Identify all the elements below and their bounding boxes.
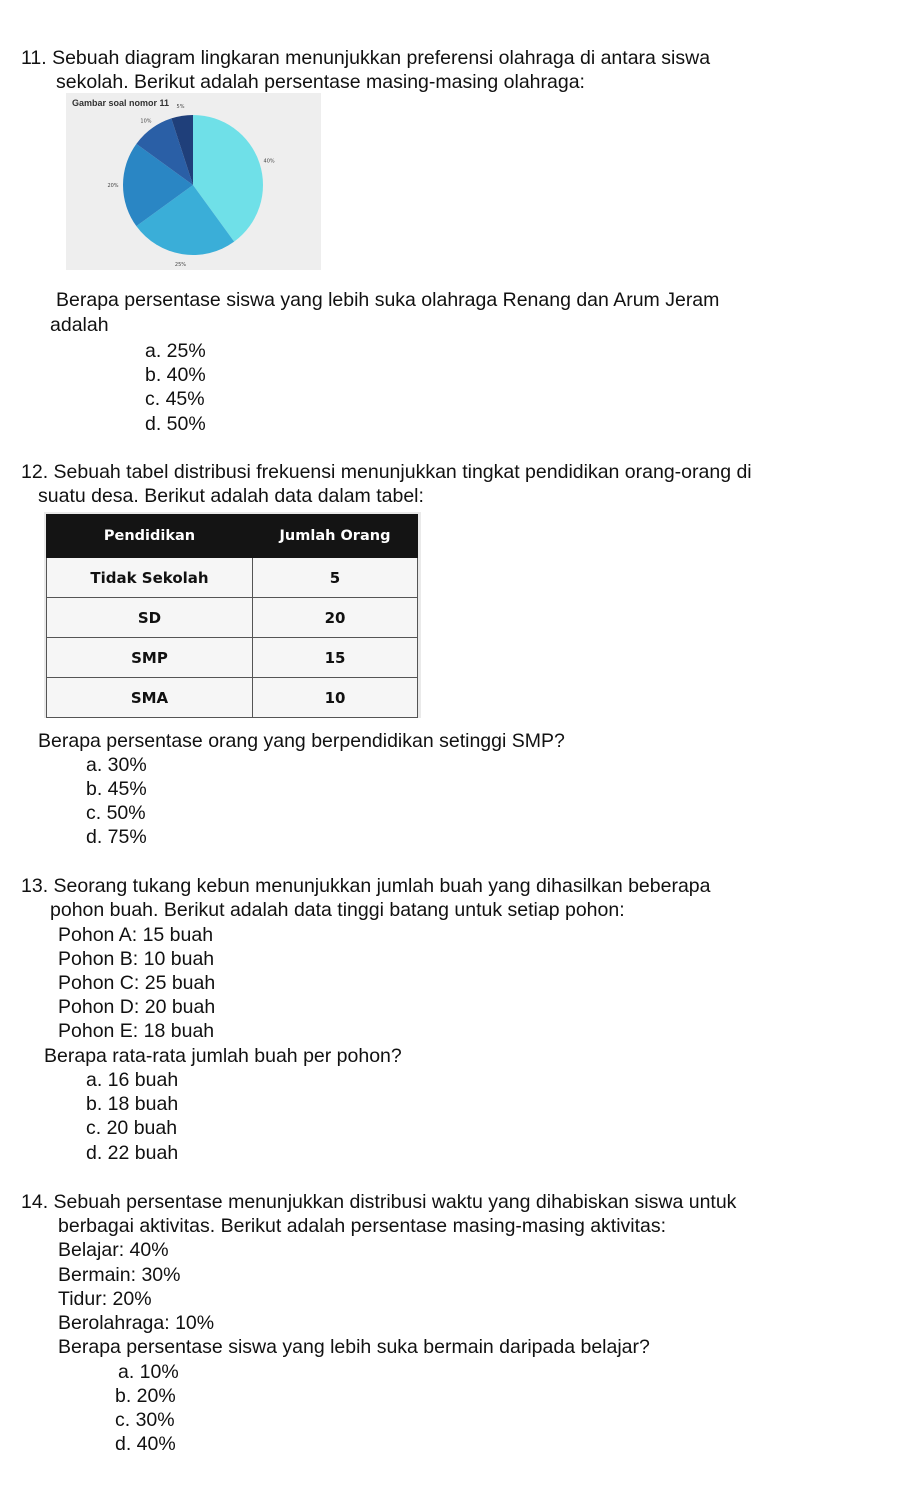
- q11-option-a[interactable]: a. 25%: [145, 340, 206, 362]
- table-cell: 5: [253, 558, 418, 598]
- q14-option-d[interactable]: d. 40%: [115, 1433, 176, 1455]
- q13-data-item: Pohon B: 10 buah: [58, 948, 215, 970]
- q11-option-b[interactable]: b. 40%: [145, 364, 206, 386]
- q12-option-a[interactable]: a. 30%: [86, 754, 147, 776]
- q14-option-b[interactable]: b. 20%: [115, 1385, 176, 1407]
- table-header: Jumlah Orang: [253, 515, 418, 558]
- q12-line-2: suatu desa. Berikut adalah data dalam tabel:: [38, 485, 424, 507]
- q13-option-c[interactable]: c. 20 buah: [86, 1117, 178, 1139]
- pie-chart: [66, 93, 321, 270]
- q11-question-line-2: adalah: [50, 314, 109, 336]
- table-header-row: [47, 515, 418, 558]
- q13-option-a[interactable]: a. 16 buah: [86, 1069, 179, 1091]
- table-cell: 10: [253, 678, 418, 718]
- pie-slice-label: 5%: [176, 103, 185, 110]
- pie-slice-label: 10%: [140, 118, 152, 125]
- q13-option-b[interactable]: b. 18 buah: [86, 1093, 179, 1115]
- q13-line-2: pohon buah. Berikut adalah data tinggi batang untuk setiap pohon:: [50, 899, 625, 921]
- pie-slice-label: 40%: [263, 158, 275, 165]
- education-table: [44, 512, 421, 718]
- q12-option-b[interactable]: b. 45%: [86, 778, 147, 800]
- q11-pie-figure: [66, 93, 321, 270]
- pie-slice-label: 20%: [107, 183, 119, 189]
- table-cell: SMA: [47, 678, 253, 718]
- table-row: [47, 678, 418, 718]
- table-cell: Tidak Sekolah: [47, 558, 253, 598]
- q13-data-item: Pohon A: 15 buah: [58, 924, 214, 946]
- q11-question-line-1: Berapa persentase siswa yang lebih suka olahraga Renang dan Arum Jeram: [56, 289, 720, 311]
- figure-caption: Gambar soal nomor 11: [72, 98, 170, 108]
- q11-option-c[interactable]: c. 45%: [145, 388, 205, 410]
- q12-line-1: 12. Sebuah tabel distribusi frekuensi menunjukkan tingkat pendidikan orang-orang di: [21, 461, 752, 483]
- q11-line-2: sekolah. Berikut adalah persentase masing-masing olahraga:: [56, 71, 585, 93]
- table-cell: SD: [47, 598, 253, 638]
- q14-line-1: 14. Sebuah persentase menunjukkan distribusi waktu yang dihabiskan siswa untuk: [21, 1191, 737, 1213]
- q14-line-2: berbagai aktivitas. Berikut adalah persentase masing-masing aktivitas:: [58, 1215, 667, 1237]
- q12-option-c[interactable]: c. 50%: [86, 802, 146, 824]
- q14-question: Berapa persentase siswa yang lebih suka bermain daripada belajar?: [58, 1336, 650, 1358]
- q13-line-1: 13. Seorang tukang kebun menunjukkan jumlah buah yang dihasilkan beberapa: [21, 875, 711, 897]
- q14-option-c[interactable]: c. 30%: [115, 1409, 175, 1431]
- table-header: Pendidikan: [47, 515, 253, 558]
- q13-option-d[interactable]: d. 22 buah: [86, 1142, 179, 1164]
- q14-data-item: Tidur: 20%: [58, 1288, 152, 1310]
- table-row: [47, 558, 418, 598]
- q13-data-item: Pohon C: 25 buah: [58, 972, 216, 994]
- q13-data-item: Pohon E: 18 buah: [58, 1020, 215, 1042]
- q14-data-item: Berolahraga: 10%: [58, 1312, 215, 1334]
- q14-data-item: Belajar: 40%: [58, 1239, 169, 1261]
- q12-question: Berapa persentase orang yang berpendidikan setinggi SMP?: [38, 730, 565, 752]
- table-cell: SMP: [47, 638, 253, 678]
- q12-option-d[interactable]: d. 75%: [86, 826, 147, 848]
- q14-data-item: Bermain: 30%: [58, 1264, 181, 1286]
- table-row: [47, 638, 418, 678]
- q11-option-d[interactable]: d. 50%: [145, 413, 206, 435]
- q13-data-item: Pohon D: 20 buah: [58, 996, 216, 1018]
- table-row: [47, 598, 418, 638]
- q14-option-a[interactable]: a. 10%: [118, 1361, 179, 1383]
- q11-line-1: 11. Sebuah diagram lingkaran menunjukkan preferensi olahraga di antara siswa: [21, 47, 711, 69]
- table-cell: 15: [253, 638, 418, 678]
- pie-slice-label: 25%: [174, 262, 187, 269]
- q13-question: Berapa rata-rata jumlah buah per pohon?: [44, 1045, 402, 1067]
- table-cell: 20: [253, 598, 418, 638]
